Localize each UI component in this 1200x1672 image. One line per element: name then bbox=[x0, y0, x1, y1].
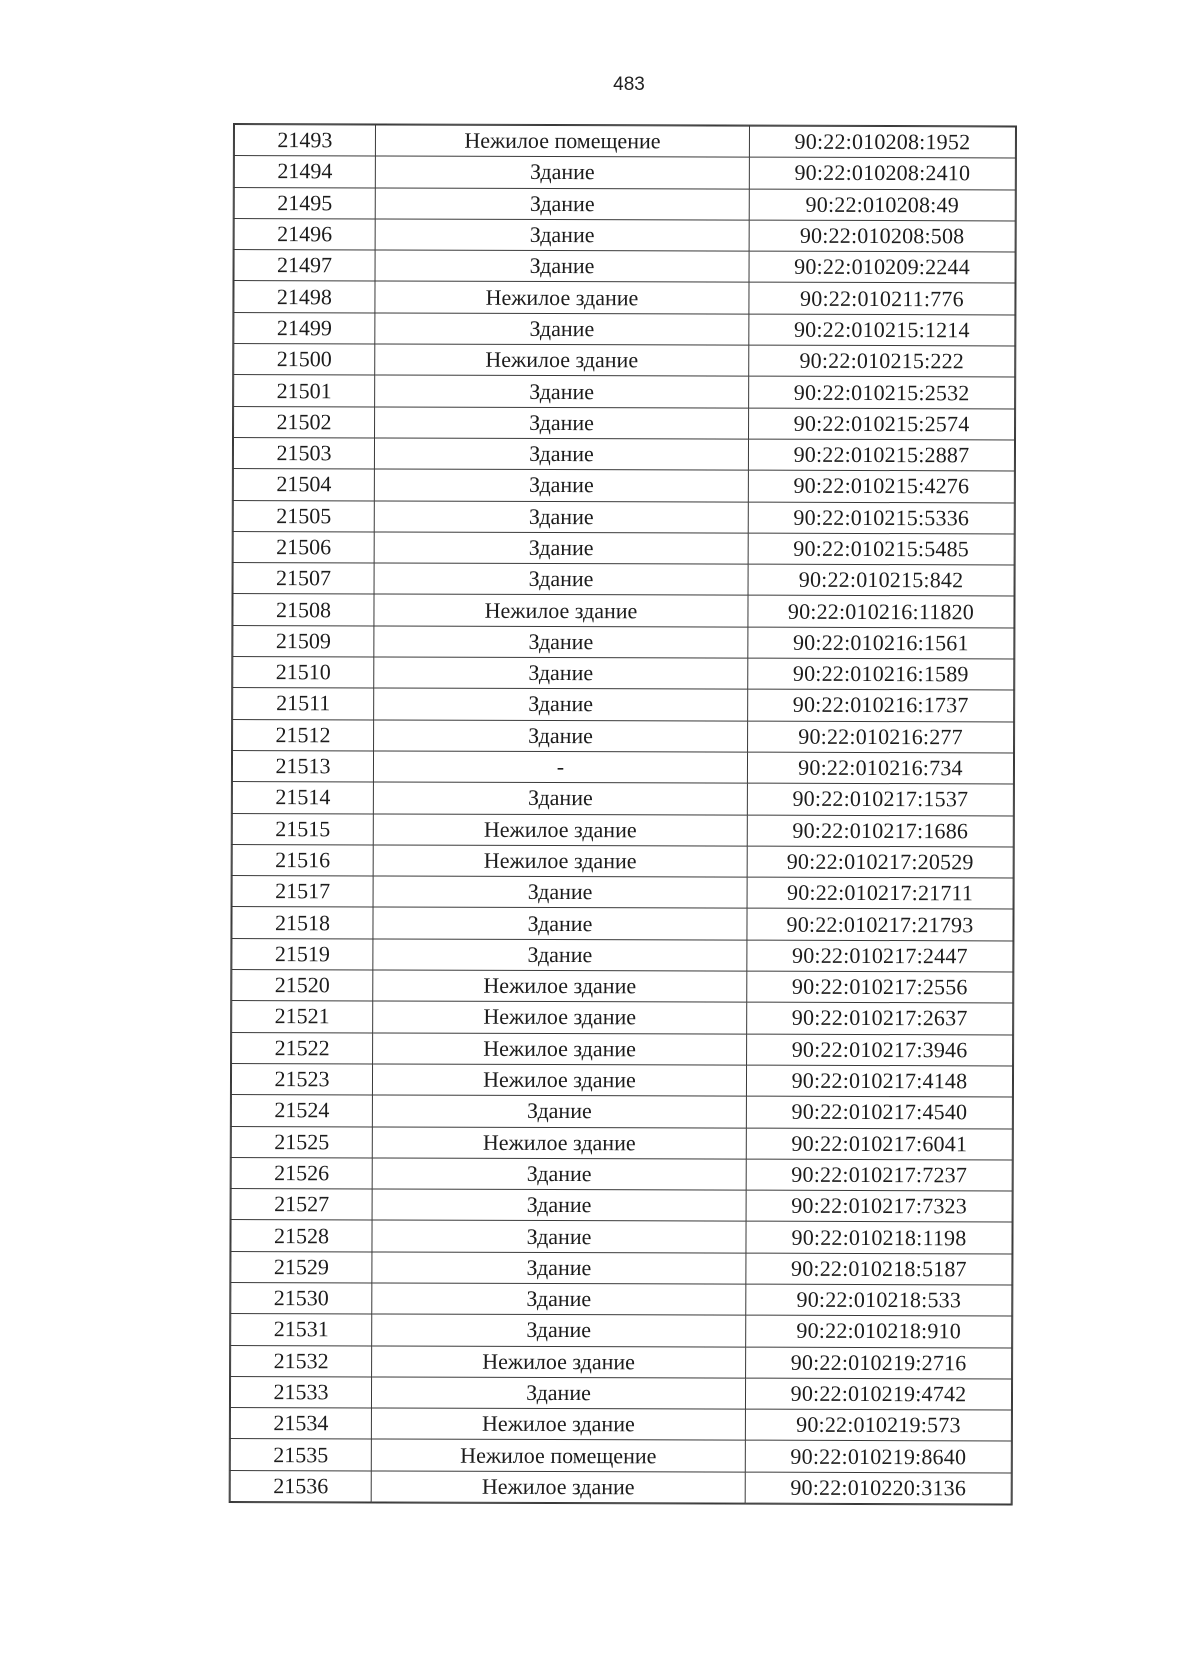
row-number-cell: 21527 bbox=[231, 1189, 372, 1221]
table-row bbox=[234, 344, 1015, 378]
row-number-cell: 21532 bbox=[231, 1345, 372, 1377]
object-type-cell: Здание bbox=[372, 1189, 746, 1221]
row-number-cell: 21530 bbox=[231, 1282, 372, 1314]
cadastral-number-cell: 90:22:010215:5336 bbox=[748, 502, 1014, 534]
object-type-cell: Нежилое здание bbox=[372, 1064, 746, 1096]
object-type-cell: Здание bbox=[375, 407, 749, 439]
row-number-cell: 21498 bbox=[234, 281, 375, 313]
page-number: 483 bbox=[613, 74, 645, 95]
object-type-cell: Здание bbox=[373, 939, 747, 971]
row-number-cell: 21504 bbox=[233, 469, 374, 501]
table-row bbox=[232, 813, 1013, 847]
table-row bbox=[233, 719, 1014, 753]
row-number-cell: 21526 bbox=[231, 1157, 372, 1189]
cadastral-number-cell: 90:22:010216:1589 bbox=[748, 658, 1014, 690]
object-type-cell: Здание bbox=[374, 657, 748, 689]
row-number-cell: 21506 bbox=[233, 531, 374, 563]
object-type-cell: Нежилое здание bbox=[371, 1471, 745, 1503]
table-row bbox=[234, 312, 1015, 346]
table-row bbox=[232, 750, 1013, 784]
row-number-cell: 21531 bbox=[231, 1314, 372, 1346]
object-type-cell: Здание bbox=[375, 156, 749, 188]
row-number-cell: 21509 bbox=[233, 625, 374, 657]
table-row bbox=[232, 1032, 1013, 1066]
row-number-cell: 21529 bbox=[231, 1251, 372, 1283]
cadastral-number-cell: 90:22:010215:1214 bbox=[749, 314, 1015, 346]
table-row bbox=[231, 1189, 1012, 1223]
table-row bbox=[234, 281, 1015, 315]
object-type-cell: Здание bbox=[375, 188, 749, 220]
table-row bbox=[233, 500, 1014, 534]
object-type-cell: Здание bbox=[374, 688, 748, 720]
table-row bbox=[233, 437, 1014, 471]
row-number-cell: 21536 bbox=[230, 1470, 371, 1502]
table-row bbox=[233, 625, 1014, 659]
table-row bbox=[230, 1470, 1011, 1504]
row-number-cell: 21515 bbox=[232, 813, 373, 845]
object-type-cell: Нежилое помещение bbox=[371, 1439, 745, 1471]
table-row bbox=[232, 1001, 1013, 1035]
cadastral-number-cell: 90:22:010211:776 bbox=[749, 283, 1015, 315]
row-number-cell: 21497 bbox=[234, 250, 375, 282]
cadastral-number-cell: 90:22:010218:910 bbox=[746, 1315, 1012, 1347]
table-row bbox=[234, 218, 1015, 252]
table-row bbox=[233, 469, 1014, 503]
cadastral-number-cell: 90:22:010219:2716 bbox=[746, 1347, 1012, 1379]
row-number-cell: 21519 bbox=[232, 938, 373, 970]
object-type-cell: Здание bbox=[374, 563, 748, 595]
object-type-cell: Здание bbox=[371, 1377, 745, 1409]
cadastral-number-cell: 90:22:010215:4276 bbox=[748, 470, 1014, 502]
object-type-cell: - bbox=[373, 751, 747, 783]
object-type-cell: Нежилое помещение bbox=[375, 125, 749, 157]
row-number-cell: 21523 bbox=[231, 1063, 372, 1095]
table-row bbox=[234, 125, 1015, 159]
row-number-cell: 21514 bbox=[232, 782, 373, 814]
cadastral-number-cell: 90:22:010217:1537 bbox=[747, 783, 1013, 815]
cadastral-number-cell: 90:22:010208:2410 bbox=[749, 157, 1015, 189]
cadastral-number-cell: 90:22:010217:7237 bbox=[746, 1159, 1012, 1191]
cadastral-number-cell: 90:22:010215:2574 bbox=[749, 408, 1015, 440]
table-row bbox=[230, 1376, 1011, 1410]
table-row bbox=[233, 563, 1014, 597]
table-row bbox=[232, 844, 1013, 878]
object-type-cell: Здание bbox=[375, 219, 749, 251]
table-row bbox=[233, 594, 1014, 628]
row-number-cell: 21516 bbox=[232, 844, 373, 876]
row-number-cell: 21518 bbox=[232, 907, 373, 939]
table-row bbox=[233, 657, 1014, 691]
cadastral-number-cell: 90:22:010216:1737 bbox=[748, 689, 1014, 721]
row-number-cell: 21510 bbox=[233, 657, 374, 689]
table-row bbox=[231, 1314, 1012, 1348]
row-number-cell: 21505 bbox=[233, 500, 374, 532]
cadastral-number-cell: 90:22:010216:734 bbox=[747, 752, 1013, 784]
row-number-cell: 21499 bbox=[234, 312, 375, 344]
cadastral-number-cell: 90:22:010217:6041 bbox=[746, 1128, 1012, 1160]
row-number-cell: 21494 bbox=[234, 156, 375, 188]
cadastral-number-cell: 90:22:010219:4742 bbox=[745, 1378, 1011, 1410]
cadastral-number-cell: 90:22:010208:508 bbox=[749, 220, 1015, 252]
registry-table bbox=[230, 124, 1016, 1505]
cadastral-number-cell: 90:22:010217:7323 bbox=[746, 1190, 1012, 1222]
table-row bbox=[231, 1063, 1012, 1097]
table-row bbox=[231, 1157, 1012, 1191]
cadastral-number-cell: 90:22:010217:1686 bbox=[747, 815, 1013, 847]
table-row bbox=[232, 782, 1013, 816]
row-number-cell: 21517 bbox=[232, 876, 373, 908]
row-number-cell: 21525 bbox=[231, 1126, 372, 1158]
cadastral-number-cell: 90:22:010217:21793 bbox=[747, 909, 1013, 941]
cadastral-number-cell: 90:22:010208:1952 bbox=[749, 126, 1015, 158]
object-type-cell: Здание bbox=[372, 1314, 746, 1346]
cadastral-number-cell: 90:22:010215:222 bbox=[749, 345, 1015, 377]
object-type-cell: Нежилое здание bbox=[372, 1346, 746, 1378]
cadastral-number-cell: 90:22:010216:11820 bbox=[748, 596, 1014, 628]
row-number-cell: 21533 bbox=[230, 1376, 371, 1408]
row-number-cell: 21503 bbox=[233, 437, 374, 469]
cadastral-number-cell: 90:22:010209:2244 bbox=[749, 251, 1015, 283]
table-row bbox=[232, 907, 1013, 941]
cadastral-number-cell: 90:22:010218:533 bbox=[746, 1284, 1012, 1316]
object-type-cell: Здание bbox=[372, 1252, 746, 1284]
row-number-cell: 21524 bbox=[231, 1095, 372, 1127]
object-type-cell: Здание bbox=[375, 375, 749, 407]
object-type-cell: Нежилое здание bbox=[373, 1033, 747, 1065]
cadastral-number-cell: 90:22:010218:1198 bbox=[746, 1222, 1012, 1254]
row-number-cell: 21511 bbox=[233, 688, 374, 720]
cadastral-number-cell: 90:22:010219:8640 bbox=[745, 1441, 1011, 1473]
object-type-cell: Нежилое здание bbox=[373, 1001, 747, 1033]
cadastral-number-cell: 90:22:010218:5187 bbox=[746, 1253, 1012, 1285]
row-number-cell: 21500 bbox=[234, 344, 375, 376]
object-type-cell: Нежилое здание bbox=[375, 281, 749, 313]
object-type-cell: Здание bbox=[372, 1220, 746, 1252]
row-number-cell: 21495 bbox=[234, 187, 375, 219]
cadastral-number-cell: 90:22:010219:573 bbox=[745, 1409, 1011, 1441]
table-row bbox=[234, 375, 1015, 409]
row-number-cell: 21528 bbox=[231, 1220, 372, 1252]
object-type-cell: Здание bbox=[375, 313, 749, 345]
object-type-cell: Здание bbox=[374, 469, 748, 501]
table-row bbox=[230, 1408, 1011, 1442]
object-type-cell: Здание bbox=[374, 438, 748, 470]
object-type-cell: Здание bbox=[373, 907, 747, 939]
object-type-cell: Здание bbox=[372, 1283, 746, 1315]
row-number-cell: 21520 bbox=[232, 970, 373, 1002]
row-number-cell: 21508 bbox=[233, 594, 374, 626]
object-type-cell: Нежилое здание bbox=[374, 594, 748, 626]
cadastral-number-cell: 90:22:010216:1561 bbox=[748, 627, 1014, 659]
object-type-cell: Нежилое здание bbox=[373, 845, 747, 877]
cadastral-number-cell: 90:22:010217:4148 bbox=[746, 1065, 1012, 1097]
cadastral-number-cell: 90:22:010217:4540 bbox=[746, 1096, 1012, 1128]
table-row bbox=[234, 250, 1015, 284]
row-number-cell: 21512 bbox=[233, 719, 374, 751]
row-number-cell: 21502 bbox=[234, 406, 375, 438]
table-body bbox=[230, 125, 1015, 1505]
row-number-cell: 21507 bbox=[233, 563, 374, 595]
cadastral-number-cell: 90:22:010215:2532 bbox=[749, 376, 1015, 408]
cadastral-number-cell: 90:22:010215:842 bbox=[748, 564, 1014, 596]
row-number-cell: 21501 bbox=[234, 375, 375, 407]
object-type-cell: Нежилое здание bbox=[375, 344, 749, 376]
object-type-cell: Здание bbox=[372, 1158, 746, 1190]
object-type-cell: Здание bbox=[372, 1095, 746, 1127]
row-number-cell: 21493 bbox=[234, 125, 375, 157]
cadastral-number-cell: 90:22:010217:2556 bbox=[747, 971, 1013, 1003]
cadastral-number-cell: 90:22:010217:2447 bbox=[747, 940, 1013, 972]
cadastral-number-cell: 90:22:010217:21711 bbox=[747, 877, 1013, 909]
row-number-cell: 21522 bbox=[232, 1032, 373, 1064]
table-row bbox=[232, 938, 1013, 972]
row-number-cell: 21513 bbox=[232, 750, 373, 782]
table-row bbox=[234, 156, 1015, 190]
cadastral-number-cell: 90:22:010215:2887 bbox=[748, 439, 1014, 471]
row-number-cell: 21534 bbox=[230, 1408, 371, 1440]
object-type-cell: Здание bbox=[374, 626, 748, 658]
table-row bbox=[231, 1220, 1012, 1254]
table-row bbox=[233, 531, 1014, 565]
object-type-cell: Здание bbox=[374, 720, 748, 752]
row-number-cell: 21535 bbox=[230, 1439, 371, 1471]
object-type-cell: Нежилое здание bbox=[372, 1126, 746, 1158]
object-type-cell: Нежилое здание bbox=[371, 1408, 745, 1440]
table-row bbox=[234, 406, 1015, 440]
cadastral-number-cell: 90:22:010217:3946 bbox=[747, 1034, 1013, 1066]
table-row bbox=[231, 1345, 1012, 1379]
object-type-cell: Нежилое здание bbox=[373, 813, 747, 845]
object-type-cell: Здание bbox=[375, 250, 749, 282]
row-number-cell: 21496 bbox=[234, 218, 375, 250]
object-type-cell: Здание bbox=[373, 876, 747, 908]
object-type-cell: Здание bbox=[374, 501, 748, 533]
cadastral-number-cell: 90:22:010215:5485 bbox=[748, 533, 1014, 565]
table-row bbox=[230, 1439, 1011, 1473]
object-type-cell: Здание bbox=[374, 532, 748, 564]
table-row bbox=[232, 876, 1013, 910]
row-number-cell: 21521 bbox=[232, 1001, 373, 1033]
cadastral-number-cell: 90:22:010208:49 bbox=[749, 189, 1015, 221]
table-row bbox=[231, 1095, 1012, 1129]
cadastral-number-cell: 90:22:010220:3136 bbox=[745, 1472, 1011, 1504]
table-row bbox=[233, 688, 1014, 722]
cadastral-number-cell: 90:22:010217:2637 bbox=[747, 1002, 1013, 1034]
table-row bbox=[234, 187, 1015, 221]
table-row bbox=[231, 1282, 1012, 1316]
table-row bbox=[231, 1251, 1012, 1285]
table-row bbox=[232, 970, 1013, 1004]
table-row bbox=[231, 1126, 1012, 1160]
object-type-cell: Нежилое здание bbox=[373, 970, 747, 1002]
cadastral-number-cell: 90:22:010216:277 bbox=[748, 721, 1014, 753]
object-type-cell: Здание bbox=[373, 782, 747, 814]
cadastral-number-cell: 90:22:010217:20529 bbox=[747, 846, 1013, 878]
